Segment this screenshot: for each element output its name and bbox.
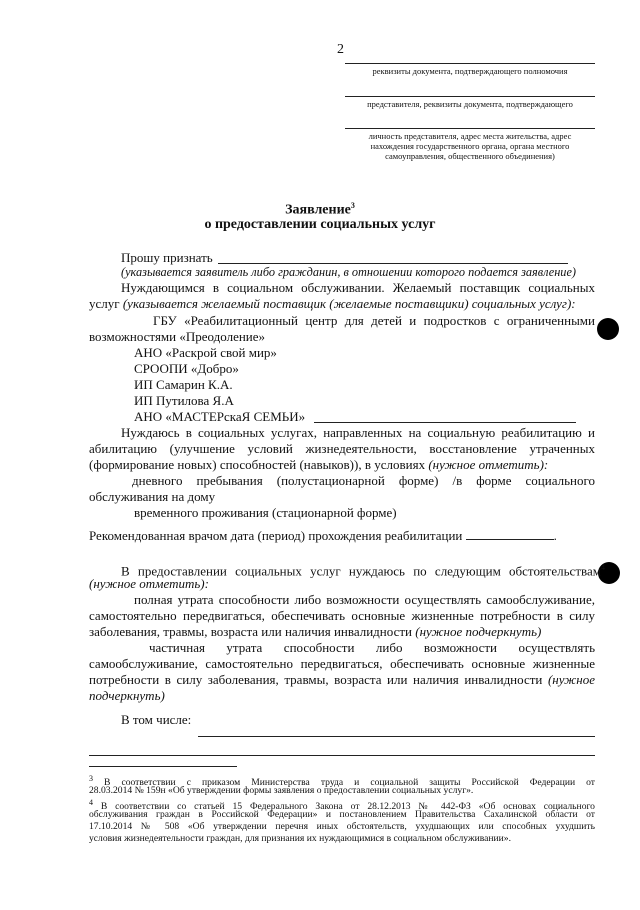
title-footnote-ref: 3 <box>350 201 355 210</box>
provider-gbu-line2: возможностями «Преодоление» <box>89 329 266 344</box>
header-line-3 <box>345 128 595 129</box>
including-field-line-2[interactable] <box>89 755 595 756</box>
binder-hole-top <box>597 318 619 340</box>
request-line-b-text: услуг <box>89 296 123 311</box>
option-partial-loss-line1: частичная утрата способности либо возможности осуществлять <box>149 640 595 655</box>
recommended-date-field[interactable] <box>466 527 554 540</box>
recommended-date-label: Рекомендованная врачом дата (период) прохождения реабилитации <box>89 528 463 543</box>
option-day-stay-line1: дневного пребывания (полустационарной форме) /в форме социального <box>132 473 595 488</box>
request-line-b-hint: (указывается желаемый поставщик (желаемые поставщики) социальных услуг): <box>122 296 576 311</box>
option-temporary-stay: временного проживания (стационарной форме) <box>134 505 397 520</box>
footnote-4-line3: 17.10.2014 № 508 «Об утверждении перечня иных обстоятельств, ухудшающих или способных ухудшить <box>89 821 595 832</box>
footnote-4-line4: условия жизнедеятельности граждан, для признания их нуждающимися в социальном обслуживании». <box>89 833 512 844</box>
footnote-separator <box>89 766 237 767</box>
providers-end-line <box>314 422 576 423</box>
needs-line3-text: (формирование новых) способностей (навыков)), в условиях <box>89 457 429 472</box>
needs-line1: Нуждаюсь в социальных услугах, направленных на социальную реабилитацию и <box>121 425 595 440</box>
header-line-1 <box>345 63 595 64</box>
recommended-date-line: Рекомендованная врачом дата (период) прохождения реабилитации . <box>89 528 557 543</box>
needs-line3-hint: (нужное отметить): <box>428 457 549 472</box>
document-subtitle: о предоставлении социальных услуг <box>204 217 436 232</box>
request-hint: (указывается заявитель либо гражданин, в отношении которого подается заявление) <box>121 265 577 279</box>
header-caption-2: представителя, реквизиты документа, подтверждающего <box>367 99 573 109</box>
provider-item: СРООПИ «Добро» <box>134 361 239 376</box>
request-label: Прошу признать <box>121 250 213 265</box>
header-caption-3c: самоуправления, общественного объединения) <box>385 151 555 161</box>
provider-gbu-line1: ГБУ «Реабилитационный центр для детей и подростков с ограниченными <box>153 313 595 328</box>
header-caption-3a: личность представителя, адрес места жительства, адрес <box>368 131 572 141</box>
footnote-4-mark: 4 <box>89 798 93 807</box>
circumstances-line1-text: В предоставлении социальных услуг нуждаюсь по следующим обстоятельствам <box>121 563 601 579</box>
header-line-2 <box>345 96 595 97</box>
request-line-b <box>89 296 599 312</box>
option-full-loss-line1: полная утрата способности либо возможности осуществлять самообслуживание, <box>134 592 595 607</box>
footnote-4-line2: обслуживания граждан в Российской Федерации» и постановлением Правительства Сахалинской области от <box>89 809 595 820</box>
including-field-line-1[interactable] <box>198 736 595 737</box>
footnote-3-mark: 3 <box>89 774 93 783</box>
option-day-stay-line2: обслуживания на дому <box>89 489 216 504</box>
option-partial-loss-line2: самообслуживание, самостоятельно передвигаться, обеспечивать основные жизненные <box>89 656 595 671</box>
option-full-loss-line3 <box>89 624 541 640</box>
option-full-loss-hint: (нужное подчеркнуть) <box>415 624 542 639</box>
provider-item: ИП Самарин К.А. <box>134 377 233 392</box>
circumstances-footnote-ref: 4 <box>600 563 605 572</box>
header-caption-3b: нахождения государственного органа, органа местного <box>370 141 570 151</box>
title-line-1: Заявление <box>285 202 351 218</box>
option-partial-loss-line3 <box>89 672 595 688</box>
circumstances-hint: (нужное отметить): <box>89 576 209 591</box>
footnote-4-line1-text: В соответствии со статьей 15 Федерального Закона от 28.12.2013 № 442-ФЗ «Об основах социального <box>100 801 595 813</box>
provider-item: ИП Путилова Я.А <box>134 393 234 408</box>
footnote-3-line1-text: В соответствии с приказом Министерства труда и социальной защиты Российской Федерации от <box>104 777 595 789</box>
provider-item: АНО «МАСТЕРскаЯ СЕМЬИ» <box>134 409 306 424</box>
option-partial-loss-hint: (нужное <box>547 672 595 687</box>
provider-item: АНО «Раскрой свой мир» <box>134 345 277 360</box>
option-full-loss-line3-text: заболевания, травмы, возраста или наличия инвалидности <box>89 624 416 639</box>
including-label: В том числе: <box>121 712 192 727</box>
request-line-a: Нуждающимся в социальном обслуживании. Желаемый поставщик социальных <box>121 280 595 295</box>
footnote-3-line2: 28.03.2014 № 159н «Об утверждении формы заявления о предоставлении социальных услуг». <box>89 785 474 796</box>
needs-line2: абилитацию (улучшение условий жизнедеятельности, восстановление утраченных <box>89 441 595 456</box>
page-number: 2 <box>337 42 344 57</box>
option-partial-loss-line4: подчеркнуть) <box>89 688 165 703</box>
header-caption-1: реквизиты документа, подтверждающего полномочия <box>372 66 568 76</box>
option-full-loss-line2: самостоятельно передвигаться, обеспечивать основные жизненные потребности в силу <box>89 608 595 623</box>
option-partial-loss-line3-text: потребности в силу заболевания, травмы, возраста или наличия инвалидности <box>89 672 548 687</box>
needs-line3 <box>89 457 548 473</box>
